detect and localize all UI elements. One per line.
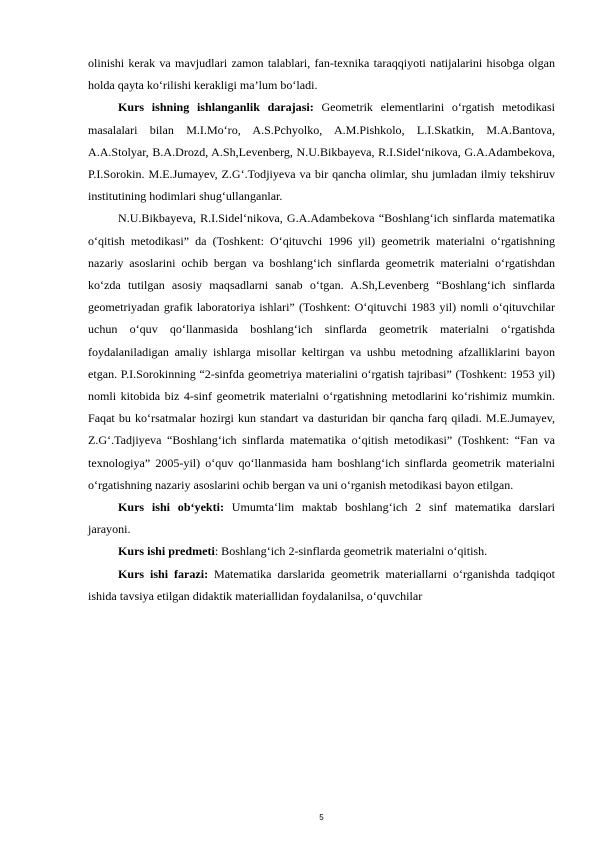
paragraph-text: : Boshlang‘ich 2-sinflarda geometrik materialni o‘qitish.	[214, 544, 488, 559]
paragraph-heading: Kurs ishi ob‘yekti:	[118, 500, 224, 515]
paragraph-development-level	[88, 96, 555, 207]
paragraph-heading: Kurs ishning ishlanganlik darajasi:	[118, 100, 314, 115]
paragraph-text: Geometrik elementlarini o‘rgatish metodikasi masalalari bilan M.I.Mo‘ro, A.S.Pchyolko, A.M.Pishkolo, L.I.Skatkin, M.A.Bantova, A.A.Stolyar, B.A.Drozd, A.Sh,Levenberg, N.U.Bikbayeva, R.I.Sidel‘nikova, G.A.Adambekova, P.I.Sorokin. M.E.Jumayev, Z.G‘.Todjiyeva va bir qancha olimlar, shu jumladan ilmiy tekshiruv institutining hodimlari shug‘ullanganlar.	[88, 100, 555, 204]
paragraph-research-object	[88, 496, 555, 540]
paragraph-hypothesis	[88, 563, 555, 607]
paragraph-heading: Kurs ishi predmeti	[118, 544, 215, 559]
document-body	[88, 52, 555, 607]
paragraph-heading: Kurs ishi farazi:	[118, 566, 209, 581]
paragraph-text: olinishi kerak va mavjudlari zamon talablari, fan-texnika taraqqiyoti natijalarini hisobga olgan holda qayta ko‘rilishi kerakligi ma’lum bo‘ladi.	[88, 56, 555, 93]
page-number: 5	[319, 813, 324, 822]
paragraph-text: Umumta‘lim maktab boshlang‘ich 2 sinf matematika darslari jarayoni.	[88, 500, 555, 537]
paragraph-research-subject	[88, 540, 555, 562]
paragraph-text: Matematika darslarida geometrik materiallarni o‘rganishda tadqiqot ishida tavsiya etilgan didaktik materiallidan foydalanilsa, o‘quvchilar	[88, 566, 555, 603]
paragraph-text: N.U.Bikbayeva, R.I.Sidel‘nikova, G.A.Adambekova “Boshlang‘ich sinflarda matematika o‘qitish metodikasi” da (Toshkent: O‘qituvchi 1996 yil) geometrik materialni o‘rgatishning nazariy asoslarini ochib bergan va boshlang‘ich sinflarda geometrik materialni o‘rgatishdan ko‘zda tutilgan asosiy maqsadlarni sanab o‘tgan. A.Sh,Levenberg “Boshlang‘ich sinflarda geometriyadan grafik laboratoriya ishlari” (Toshkent: O‘qituvchi 1983 yil) nomli o‘qituvchilar uchun o‘quv qo‘llanmasida boshlang‘ich sinflarda geometrik materialni o‘rgatishda foydalaniladigan amaliy ishlarga misollar keltirgan va ushbu metodning afzalliklarini bayon etgan. P.I.Sorokinning “2-sinfda geometriya materialini o‘rgatish tajribasi” (Toshkent: 1953 yil) nomli kitobida biz 4-sinf geometrik materialni o‘rgatishning metodlarini ko‘rishimiz mumkin. Faqat bu ko‘rsatmalar hozirgi kun standart va dasturidan bir qancha farq qiladi. M.E.Jumayev, Z.G‘.Tadjiyeva “Boshlang‘ich sinflarda matematika o‘qitish metodikasi” (Toshkent: “Fan va texnologiya” 2005-yil) o‘quv qo‘llanmasida ham boshlang‘ich sinflarda geometrik materialni o‘rgatishning nazariy asoslarini ochib bergan va uni o‘rganish metodikasi bayon etilgan.	[88, 211, 555, 492]
paragraph-intro-continuation	[88, 52, 555, 96]
paragraph-literature-review	[88, 207, 555, 496]
